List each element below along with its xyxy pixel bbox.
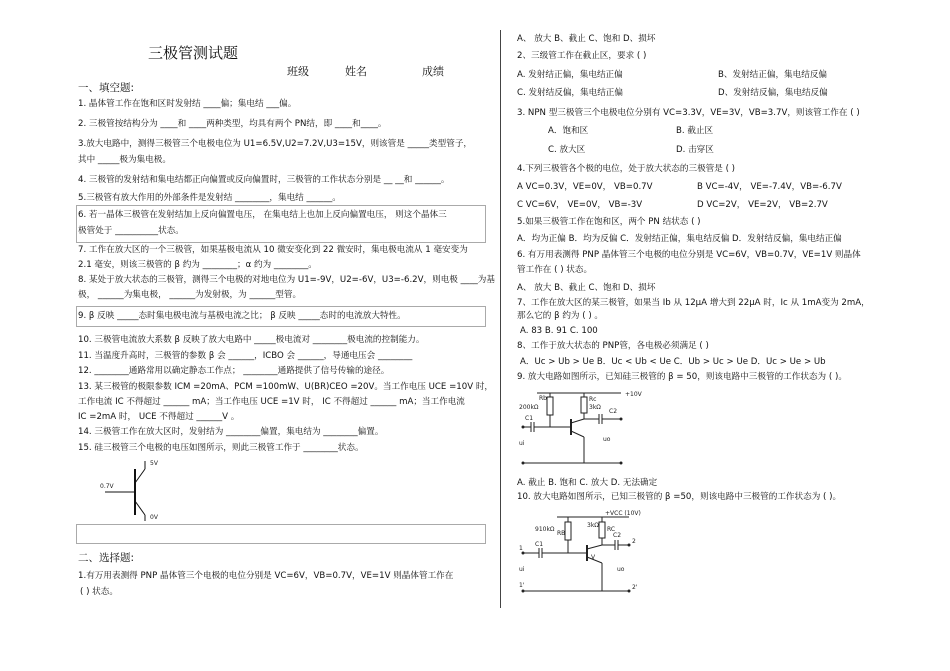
page-title: 三极管测试题 — [148, 44, 239, 62]
fig15-vc-label: 5V — [150, 460, 158, 467]
c10-uo: uo — [617, 566, 625, 573]
c9-rb: Rb — [539, 395, 547, 402]
q2-option-c: C. 发射结反偏，集电结正偏 — [517, 88, 623, 98]
c10-rb-val: 910kΩ — [535, 526, 555, 533]
fill-q14: 14. 三极管工作在放大区时，发射结为 ________偏置，集电结为 ________偏置。 — [78, 427, 384, 437]
q9-stem: 9. 放大电路如图所示，已知硅三极管的 β = 50，则该电路中三极管的工作状态为 ( )。 — [517, 372, 847, 382]
c10-rc: RC — [607, 526, 616, 533]
fill-q13: 13. 某三极管的极限参数 ICM =20mA、PCM =100mW、U(BR)CEO =20V。当工作电压 UCE =10V 时， — [78, 382, 494, 392]
q3-option-b: B. 截止区 — [676, 126, 714, 136]
fill-q13-cont2: IC =2mA 时， UCE 不得超过 ______V 。 — [78, 412, 240, 422]
fill-q8-cont: 极， ______为集电极， ______为发射极，为 ______型管。 — [78, 290, 302, 300]
circuit-q9 — [517, 385, 667, 469]
section-fill-title: 一、填空题: — [78, 82, 135, 94]
c9-ui: ui — [519, 440, 525, 447]
c9-c1: C1 — [525, 415, 534, 422]
q5-stem: 5.如果三极管工作在饱和区，两个 PN 结状态 ( ) — [517, 217, 701, 227]
c9-uo: uo — [603, 436, 611, 443]
q2-option-a: A. 发射结正偏，集电结正偏 — [517, 70, 623, 80]
q4-stem: 4.下列三极管各个极的电位，处于放大状态的三极管是 ( ) — [517, 164, 736, 174]
fill-q10: 10. 三极管电流放大系数 β 反映了放大电路中 _____极电流对 ________极电流的控制能力。 — [78, 335, 425, 345]
c10-vcc: +VCC (10V) — [605, 510, 641, 517]
q9-options: A. 截止 B. 饱和 C. 放大 D. 无法确定 — [517, 478, 658, 488]
q7-options: A. 83 B. 91 C. 100 — [520, 326, 598, 336]
name-label: 姓名 — [345, 65, 367, 78]
c10-ui: ui — [519, 566, 525, 573]
fill-q7-cont: 2.1 毫安，则该三极管的 β 约为 ________；α 约为 ________。 — [78, 260, 317, 270]
q3-option-d: D. 击穿区 — [676, 145, 714, 155]
c10-c1: C1 — [535, 541, 544, 548]
q3-option-c: C. 放大区 — [548, 145, 586, 155]
answer-box — [76, 524, 486, 544]
c9-vcc: +10V — [625, 391, 642, 398]
fig15-vb-label: 0.7V — [100, 483, 114, 490]
c10-n1: 1 — [519, 545, 523, 552]
c10-v: V — [591, 554, 596, 561]
fill-q3: 3.放大电路中，测得三极管三个电极电位为 U1=6.5V,U2=7.2V,U3=15V，则该管是 _____类型管子， — [78, 139, 473, 149]
q6-options: A、 放大 B、截止 C、饱和 D、损坏 — [517, 283, 656, 293]
fill-q13-cont: 工作电流 IC 不得超过 ______ mA；当工作电压 UCE =1V 时， IC 不得超过 ______ mA；当工作电流 — [78, 397, 465, 407]
section-choice-title: 二、选择题: — [78, 552, 135, 564]
fill-q9: 9. β 反映 _____态时集电极电流与基极电流之比； β 反映 _____态时的电流放大特性。 — [78, 311, 406, 321]
q8-stem: 8、工作于放大状态的 PNP管，各电极必须满足 ( ) — [517, 341, 709, 351]
q3-stem: 3. NPN 型三极管三个电极电位分别有 VC=3.3V，VE=3V，VB=3.7V，则该管工作在 ( ) — [517, 108, 860, 118]
circuit-q10 — [517, 505, 667, 597]
q2-option-d: D、发射结反偏，集电结反偏 — [718, 88, 828, 98]
fill-q2: 2. 三极管按结构分为 ____和 ____两种类型，均具有两个 PN结，即 ____和____。 — [78, 119, 387, 129]
q6-stem: 6. 有万用表测得 PNP 晶体管三个电极的电位分别是 VC=6V，VB=0.7V，VE=1V 则晶体 — [517, 250, 861, 260]
c9-c2: C2 — [609, 408, 618, 415]
q8-options: A．Uc > Ub > Ue B．Uc < Ub < Ue C．Ub > Uc > Ue D．Uc > Ue > Ub — [520, 357, 826, 367]
c10-n1p: 1' — [519, 582, 525, 589]
q10-stem: 10. 放大电路如图所示，已知三极管的 β =50，则该电路中三极管的工作状态为 ( )。 — [517, 492, 842, 502]
q7-stem-cont: 那么它的 β 约为 ( ) 。 — [517, 311, 604, 321]
q4-option-a: A VC=0.3V，VE=0V， VB=0.7V — [517, 182, 653, 192]
c10-c2: C2 — [613, 532, 622, 539]
q4-option-b: B VC=-4V， VE=-7.4V，VB=-6.7V — [697, 182, 842, 192]
q4-option-d: D VC=2V， VE=2V， VB=2.7V — [697, 200, 828, 210]
fill-q1: 1. 晶体管工作在饱和区时发射结 ____偏；集电结 ___偏。 — [78, 99, 297, 109]
q2-stem: 2、三级管工作在截止区，要求 ( ) — [517, 51, 647, 61]
fill-q6: 6. 若一晶体三极管在发射结加上反向偏置电压， 在集电结上也加上反向偏置电压， 则这个晶体三 — [78, 210, 447, 220]
fig15-ve-label: 0V — [150, 514, 158, 521]
fill-q12: 12. ________通路常用以确定静态工作点； ________通路提供了信号传输的途径。 — [78, 366, 390, 376]
fill-q5: 5.三极管有放大作用的外部条件是发射结 ________，集电结 ______。 — [78, 193, 341, 203]
class-label: 班级 — [287, 65, 309, 78]
fill-q15: 15. 硅三极管三个电极的电压如图所示，则此三极管工作于 ________状态。 — [78, 443, 364, 453]
fill-q6-cont: 极管处于 __________状态。 — [78, 226, 184, 236]
c9-rc: Rc — [589, 396, 597, 403]
c10-rc-val: 3kΩ — [587, 522, 599, 529]
q2-option-b: B、发射结正偏，集电结反偏 — [718, 70, 828, 80]
score-label: 成绩 — [422, 65, 444, 78]
q4-option-c: C VC=6V， VE=0V， VB=-3V — [517, 200, 643, 210]
fill-q4: 4. 三极管的发射结和集电结都正向偏置或反向偏置时，三极管的工作状态分别是 __ __和 ______。 — [78, 175, 450, 185]
q6-stem-cont: 管工作在 ( ) 状态。 — [517, 265, 593, 275]
q7-stem: 7、工作在放大区的某三极管，如果当 Ib 从 12μA 增大到 22μA 时，Ic 从 1mA变为 2mA， — [517, 298, 870, 308]
c9-rc-val: 3kΩ — [589, 404, 601, 411]
c9-rb-val: 200kΩ — [519, 404, 539, 411]
choice-q1-cont: ( ) 状态。 — [80, 587, 118, 597]
c10-rb: RB — [557, 530, 566, 537]
fill-q8: 8. 某处于放大状态的三极管，测得三个电极的对地电位为 U1=-9V，U2=-6V，U3=-6.2V，则电极 ____为基 — [78, 275, 495, 285]
fill-q3-cont: 其中 _____极为集电极。 — [78, 155, 171, 165]
fill-q7: 7. 工作在放大区的一个三极管，如果基极电流从 10 微安变化到 22 微安时，集电极电流从 1 毫安变为 — [78, 245, 468, 255]
q3-option-a: A．饱和区 — [548, 126, 589, 136]
c10-n2: 2 — [632, 538, 636, 545]
choice-q1: 1.有万用表测得 PNP 晶体管三个电极的电位分别是 VC=6V，VB=0.7V，VE=1V 则晶体管工作在 — [78, 571, 454, 581]
q1-options: A、 放大 B、截止 C、饱和 D、损坏 — [517, 34, 656, 44]
transistor-figure-q15 — [95, 455, 175, 525]
column-divider — [500, 30, 501, 608]
fill-q11: 11. 当温度升高时，三极管的参数 β 会 ______，ICBO 会 ______，导通电压会 ________ — [78, 351, 413, 361]
c10-n2p: 2' — [632, 584, 638, 591]
q5-options: A．均为正偏 B．均为反偏 C．发射结正偏，集电结反偏 D．发射结反偏，集电结正偏 — [517, 234, 842, 244]
